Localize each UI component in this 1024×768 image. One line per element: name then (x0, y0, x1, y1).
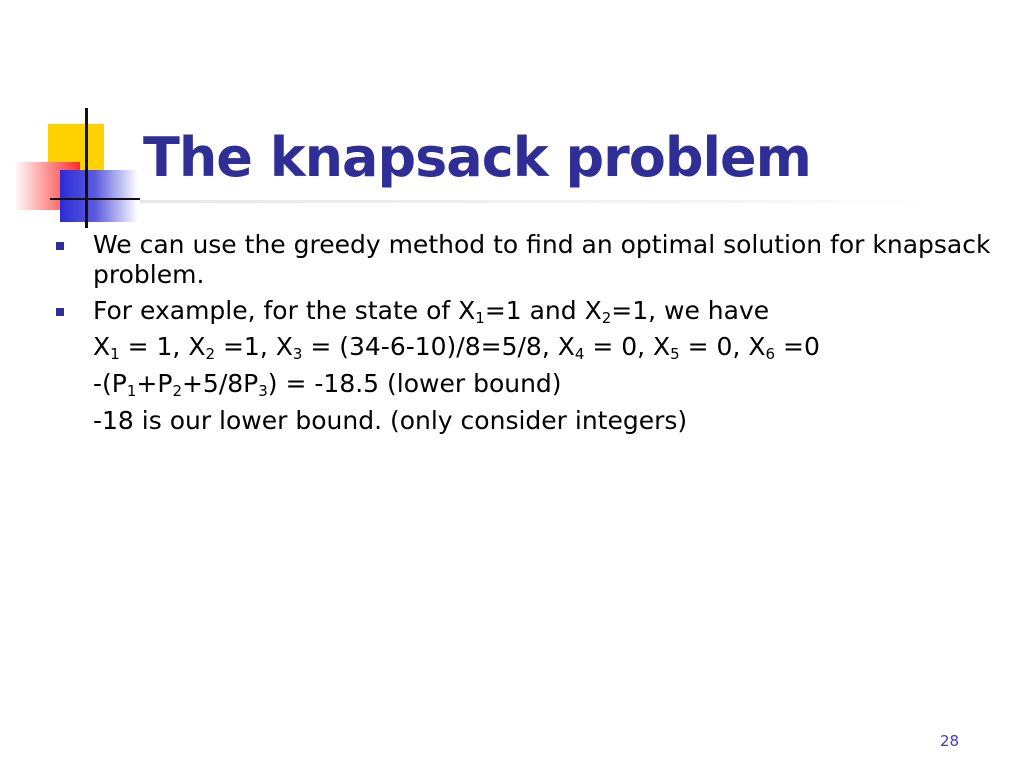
bullet-square-icon (56, 308, 64, 316)
bullet-item (56, 296, 1006, 326)
bullet-square-icon (56, 242, 64, 250)
lower-bound-note: -18 is our lower bound. (only consider integers) (93, 406, 688, 435)
slide-title: The knapsack problem (143, 126, 811, 189)
slide-body (56, 230, 1006, 443)
bullet-item (56, 230, 1006, 290)
decor-horizontal-line (50, 198, 140, 200)
title-decoration (0, 0, 140, 240)
variable-assignment-line: $X_1 = 1$, $X_2 =1$, $X_3 = (34-6-10)/8=5/8$, $X_4 = 0$, $X_5 = 0$, $X_6 =0$ (93, 332, 820, 363)
title-underline (140, 200, 962, 203)
decor-blue-square (60, 170, 138, 222)
bullet-text: For example, for the state of $X_1=1$ and $X_2=1$, we have (93, 296, 770, 327)
page-number: 28 (940, 732, 960, 750)
bound-formula-line: $-(P_1+P_2+5/8P_3) = -18.5$ (lower bound) (93, 369, 562, 400)
decor-vertical-line (85, 108, 88, 228)
bullet-text: We can use the greedy method to find an optimal solution for knapsack problem. (93, 230, 991, 289)
